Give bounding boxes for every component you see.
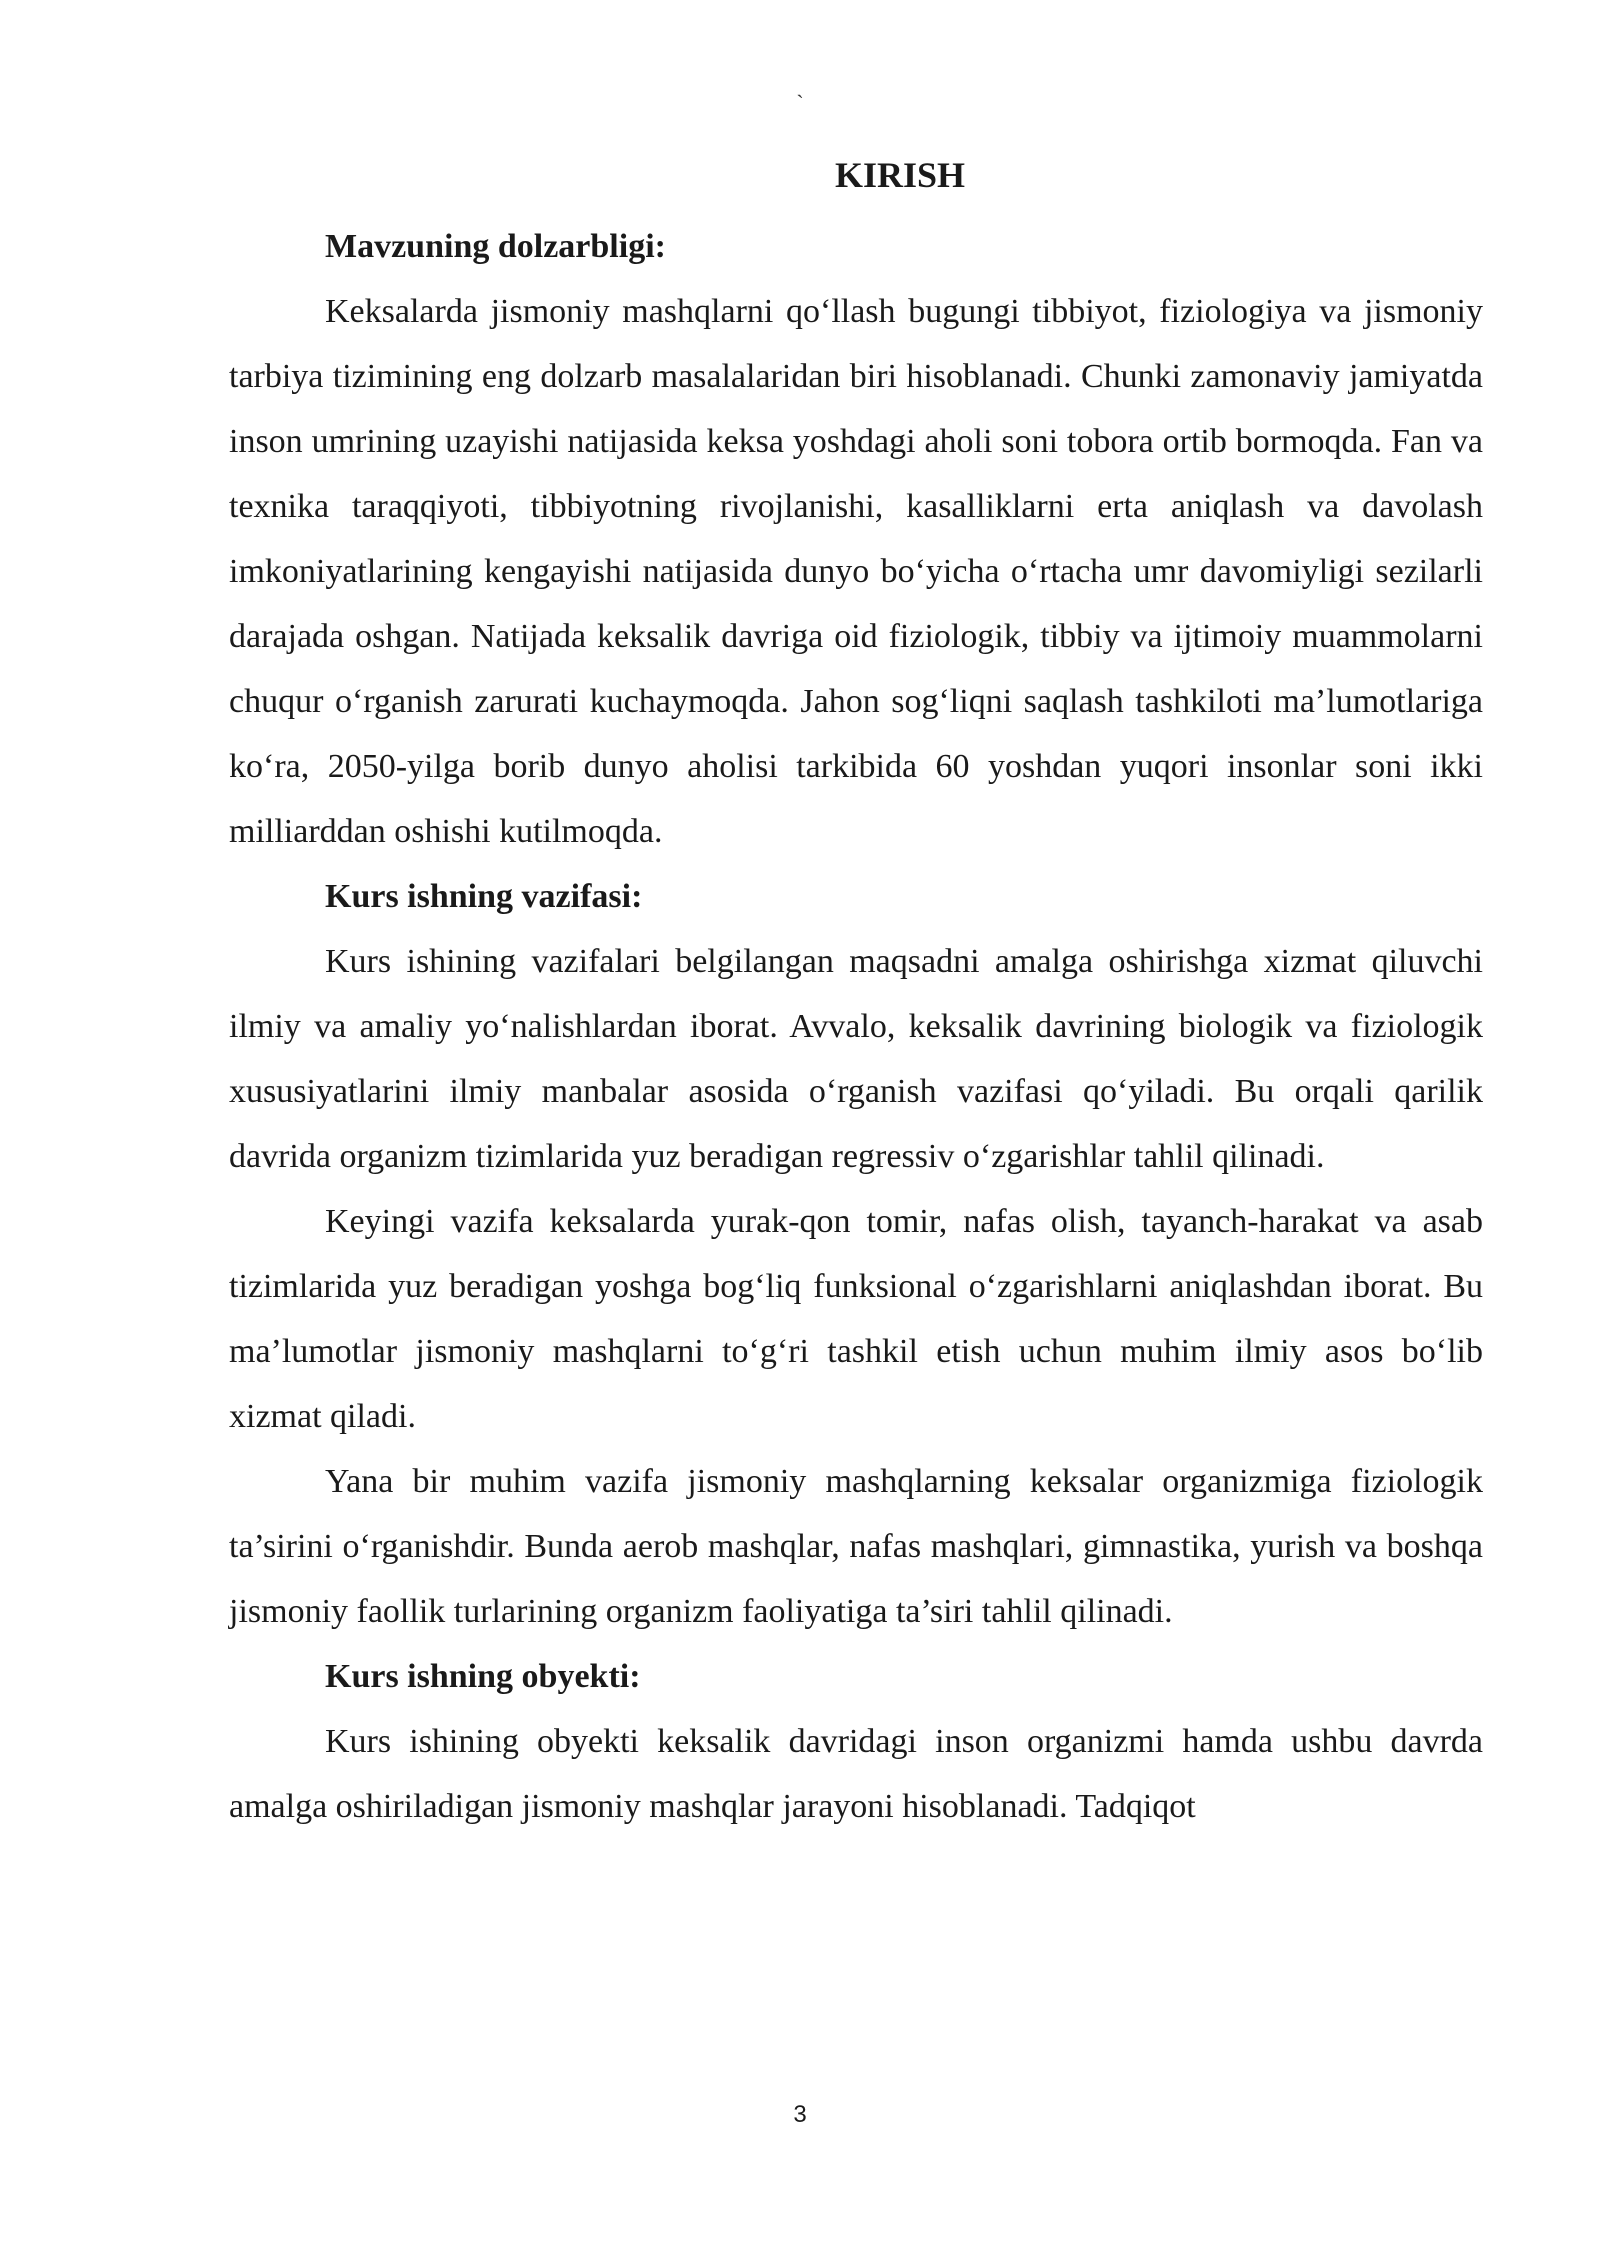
top-mark: ` — [796, 90, 804, 115]
paragraph: Keksalarda jismoniy mashqlarni qo‘llash bugungi tibbiyot, fiziologiya va jismoniy tarbiya tizimining eng dolzarb masalalaridan biri hisoblanadi. Chunki zamonaviy jamiyatda inson umrining uzayishi natijasida keksa yoshdagi aholi soni tobora ortib bormoqda. Fan va texnika taraqqiyoti, tibbiyotning rivojlanishi, kasalliklarni erta aniqlash va davolash imkoniyatlarining kengayishi natijasida dunyo bo‘yicha o‘rtacha umr davomiyligi sezilarli darajada oshgan. Natijada keksalik davriga oid fiziologik, tibbiy va ijtimoiy muammolarni chuqur o‘rganish zarurati kuchaymoqda. Jahon sog‘liqni saqlash tashkiloti ma’lumotlariga ko‘ra, 2050-yilga borib dunyo aholisi tarkibida 60 yoshdan yuqori insonlar soni ikki milliarddan oshishi kutilmoqda. — [229, 293, 1483, 850]
document-body — [229, 214, 1483, 1839]
paragraph: Kurs ishining obyekti keksalik davridagi inson organizmi hamda ushbu davrda amalga oshiriladigan jismoniy mashqlar jarayoni hisoblanadi. Tadqiqot — [229, 1723, 1483, 1825]
paragraph: Keyingi vazifa keksalarda yurak-qon tomir, nafas olish, tayanch-harakat va asab tizimlarida yuz beradigan yoshga bog‘liq funksional o‘zgarishlarni aniqlashdan iborat. Bu ma’lumotlar jismoniy mashqlarni to‘g‘ri tashkil etish uchun muhim ilmiy asos bo‘lib xizmat qiladi. — [229, 1203, 1483, 1435]
paragraph: Yana bir muhim vazifa jismoniy mashqlarning keksalar organizmiga fiziologik ta’sirini o‘rganishdir. Bunda aerob mashqlar, nafas mashqlari, gimnastika, yurish va boshqa jismoniy faollik turlarining organizm faoliyatiga ta’siri tahlil qilinadi. — [229, 1463, 1483, 1630]
page-title: KIRISH — [834, 155, 966, 195]
paragraph: Kurs ishining vazifalari belgilangan maqsadni amalga oshirishga xizmat qiluvchi ilmiy va amaliy yo‘nalishlardan iborat. Avvalo, keksalik davrining biologik va fiziologik xususiyatlarini ilmiy manbalar asosida o‘rganish vazifasi qo‘yiladi. Bu orqali qarilik davrida organizm tizimlarida yuz beradigan regressiv o‘zgarishlar tahlil qilinadi. — [229, 943, 1483, 1175]
section-heading-object: Kurs ishning obyekti: — [325, 1658, 641, 1695]
section-heading-tasks: Kurs ishning vazifasi: — [325, 878, 643, 915]
page-number: 3 — [793, 2101, 807, 2128]
section-heading-relevance: Mavzuning dolzarbligi: — [325, 228, 666, 265]
